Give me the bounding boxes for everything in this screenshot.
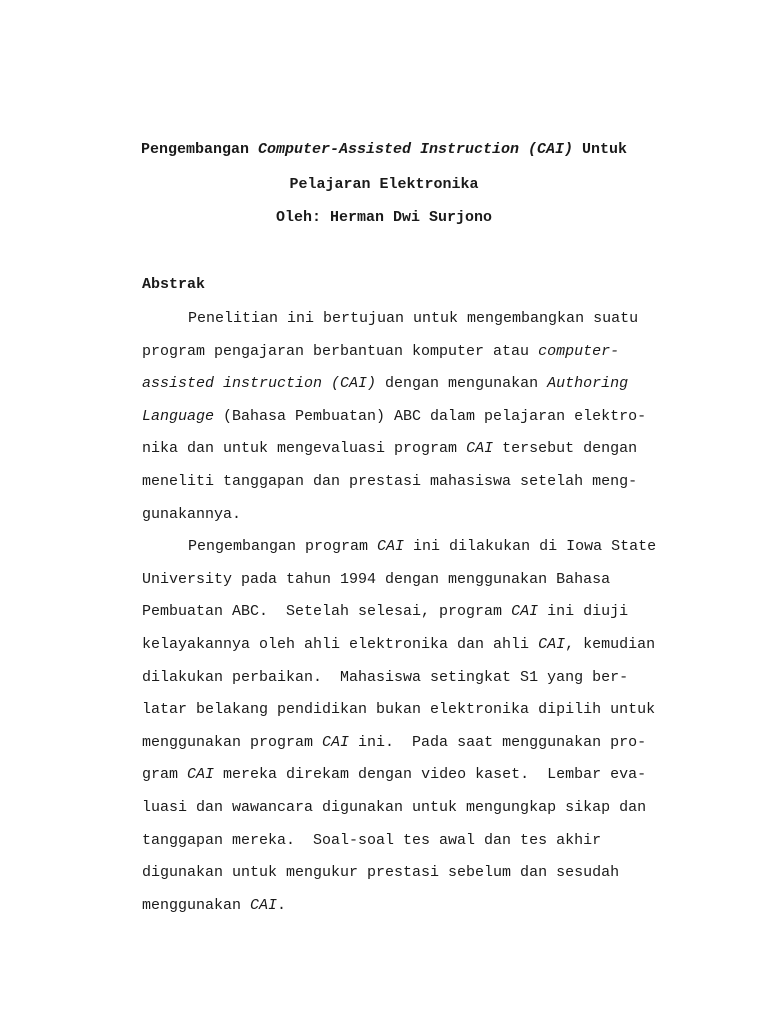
- abstract-line: [142, 668, 628, 688]
- text-segment: menggunakan: [142, 896, 251, 914]
- title-italic: Computer-Assisted Instruction (CAI): [257, 141, 574, 158]
- text-segment: menggunakan program: [142, 733, 323, 751]
- abstract-line: [142, 570, 610, 590]
- text-segment: Pembuatan ABC. Setelah selesai, program: [142, 603, 512, 621]
- abstract-line: [142, 472, 637, 492]
- italic-term: CAI: [466, 440, 494, 458]
- title-part1: Pengembangan: [140, 141, 258, 158]
- document-author: Oleh: Herman Dwi Surjono: [275, 209, 493, 226]
- italic-term: CAI: [322, 733, 350, 751]
- text-segment: .: [277, 896, 287, 914]
- text-segment: nika dan untuk mengevaluasi program: [142, 440, 467, 458]
- text-segment: dengan mengunakan: [376, 375, 548, 393]
- text-segment: program pengajaran berbantuan komputer atau: [142, 342, 539, 360]
- text-segment: tanggapan mereka. Soal-soal tes awal dan tes akhir: [142, 831, 602, 849]
- italic-term: assisted instruction (CAI): [142, 375, 377, 393]
- text-segment: (Bahasa Pembuatan) ABC dalam pelajaran elektro-: [214, 407, 647, 425]
- abstract-line: [142, 374, 628, 394]
- title-part2: Untuk: [573, 141, 628, 158]
- abstract-line: [142, 342, 619, 362]
- abstract-line: [142, 700, 655, 720]
- text-segment: ini dilakukan di Iowa State: [404, 538, 657, 556]
- text-segment: tersebut dengan: [493, 440, 638, 458]
- text-segment: digunakan untuk mengukur prestasi sebelum dan sesudah: [142, 864, 620, 882]
- italic-term: Authoring: [547, 375, 629, 393]
- italic-term: CAI: [538, 636, 566, 653]
- abstract-line: [142, 831, 601, 851]
- abstract-line: [142, 765, 646, 785]
- abstract-line: [188, 309, 638, 329]
- text-segment: Penelitian ini bertujuan untuk mengembangkan suatu: [188, 310, 639, 327]
- italic-term: CAI: [187, 766, 215, 784]
- text-segment: kelayakannya oleh ahli elektronika dan ahli: [142, 636, 539, 653]
- text-segment: latar belakang pendidikan bukan elektronika dipilih untuk: [142, 701, 656, 719]
- text-segment: meneliti tanggapan dan prestasi mahasiswa setelah meng-: [142, 473, 638, 490]
- text-segment: mereka direkam dengan video kaset. Lembar eva-: [214, 766, 647, 784]
- abstract-line: [142, 635, 655, 655]
- text-segment: gram: [142, 766, 188, 784]
- text-segment: luasi dan wawancara digunakan untuk mengungkap sikap dan: [142, 799, 647, 816]
- abstract-line: [142, 505, 241, 525]
- abstract-line: [142, 896, 286, 916]
- text-segment: ini. Pada saat menggunakan pro-: [349, 733, 647, 751]
- text-segment: Pengembangan program: [188, 538, 378, 556]
- text-segment: , kemudian: [565, 636, 656, 653]
- abstract-heading: Abstrak: [142, 276, 206, 293]
- text-segment: gunakannya.: [142, 505, 242, 523]
- italic-term: Language: [142, 407, 215, 425]
- italic-term: CAI: [511, 603, 539, 621]
- abstract-line: [142, 798, 646, 818]
- abstract-line: [142, 863, 619, 883]
- text-segment: ini diuji: [538, 603, 629, 621]
- text-segment: dilakukan perbaikan. Mahasiswa setingkat S1 yang ber-: [142, 668, 629, 686]
- abstract-line: [188, 537, 656, 557]
- italic-term: CAI: [377, 538, 405, 556]
- italic-term: CAI: [250, 896, 278, 914]
- document-title: [0, 140, 768, 160]
- italic-term: computer-: [538, 342, 620, 360]
- abstract-line: [142, 733, 646, 753]
- abstract-line: [142, 602, 628, 622]
- document-subtitle: Pelajaran Elektronika: [289, 176, 479, 193]
- abstract-line: [142, 407, 646, 427]
- abstract-line: [142, 439, 637, 459]
- text-segment: University pada tahun 1994 dengan menggunakan Bahasa: [142, 570, 611, 588]
